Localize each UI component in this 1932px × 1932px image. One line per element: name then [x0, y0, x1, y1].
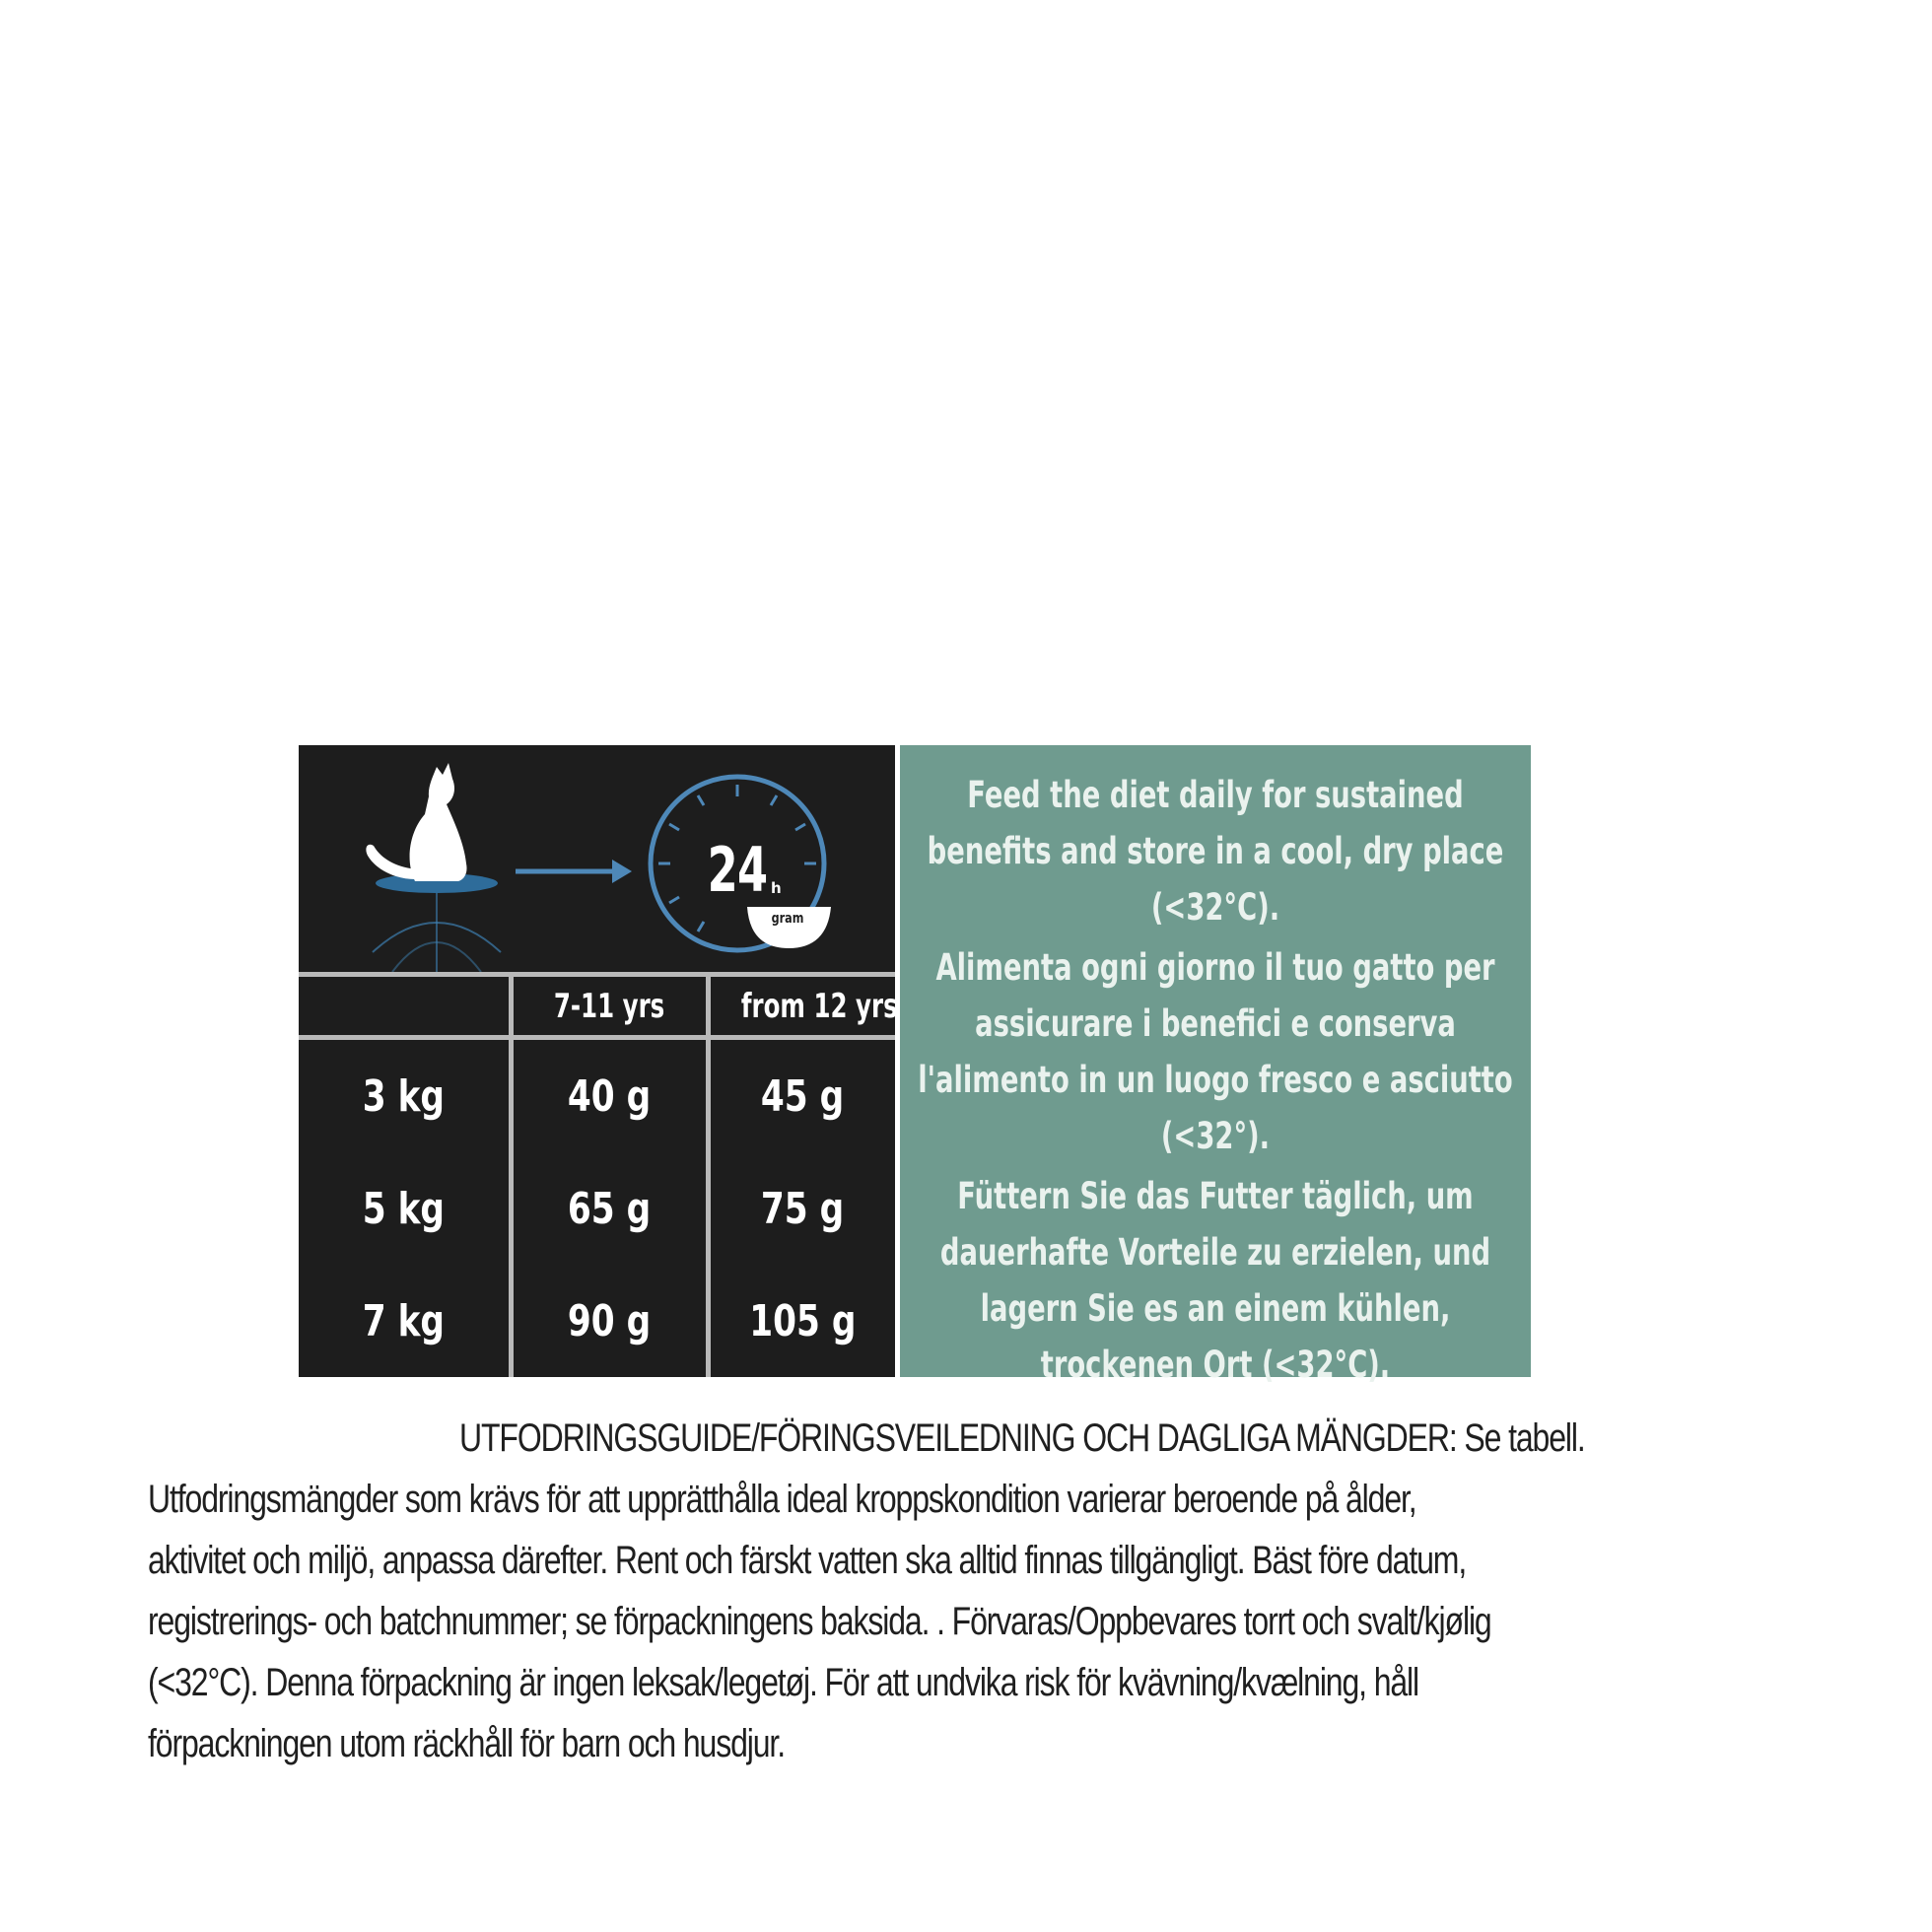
bowl-label: gram: [771, 911, 804, 927]
table-row: [299, 1038, 895, 1153]
feeding-guide-panel: [299, 745, 898, 1377]
instruction-italian: Alimenta ogni giorno il tuo gatto per assicurare i benefici e conserva l'alimento in un luogo fresco e asciutto (<32°).: [918, 946, 1513, 1157]
table-row: [299, 1265, 895, 1377]
caption-line: (<32°C). Denna förpackning är ingen leksak/legetøj. För att undvika risk för kvävning/kvælning, håll: [148, 1661, 1419, 1704]
cat-silhouette-icon: [366, 763, 466, 881]
cell-amount-7-11: 65 g: [511, 1152, 708, 1265]
arrow-right-icon: [516, 860, 632, 883]
cell-amount-12-plus: 45 g: [708, 1038, 895, 1153]
caption-line: förpackningen utom räckhåll för barn och husdjur.: [148, 1722, 785, 1765]
header-age-7-11: 7-11 yrs: [511, 975, 708, 1038]
cell-weight: 5 kg: [362, 1183, 445, 1234]
feeding-illustration: [299, 745, 895, 972]
caption-line: UTFODRINGSGUIDE/FÖRINGSVEILEDNING OCH DAGLIGA MÄNGDER: Se tabell.: [459, 1416, 1585, 1460]
table-row: [299, 1152, 895, 1265]
cell-amount-7-11: 90 g: [511, 1265, 708, 1377]
cell-amount-12-plus: 105 g: [708, 1265, 895, 1377]
cell-amount-12-plus: 75 g: [708, 1152, 895, 1265]
header-weight: [299, 975, 511, 1038]
instructions-panel: [900, 745, 1531, 1386]
caption-line: Utfodringsmängder som krävs för att upprätthålla ideal kroppskondition varierar beroende på ålder,: [148, 1478, 1416, 1521]
instruction-english: Feed the diet daily for sustained benefits and store in a cool, dry place (<32°C).: [927, 774, 1504, 929]
cell-weight: 3 kg: [362, 1070, 445, 1122]
table-header-row: [299, 975, 895, 1038]
cat-platform-icon: [373, 873, 501, 972]
feeding-guide-caption: [148, 1408, 1794, 1774]
cell-weight: 7 kg: [362, 1295, 445, 1346]
cell-amount-7-11: 40 g: [511, 1038, 708, 1153]
instruction-german: Füttern Sie das Futter täglich, um dauerhafte Vorteile zu erzielen, und lagern Sie es an einem kühlen, trockenen Ort (<32°C).: [939, 1175, 1491, 1386]
caption-line: registrerings- och batchnummer; se förpackningens baksida. . Förvaras/Oppbevares torrt och svalt/kjølig: [148, 1600, 1491, 1643]
feeding-table: [299, 972, 898, 1377]
caption-line: aktivitet och miljö, anpassa därefter. Rent och färskt vatten ska alltid finnas tillgängligt. Bäst före datum,: [148, 1539, 1467, 1582]
clock-unit: h: [771, 879, 782, 897]
illustration-graphics: [299, 745, 895, 972]
clock-number: 24: [707, 834, 768, 906]
header-age-12-plus: from 12 yrs: [708, 975, 895, 1038]
